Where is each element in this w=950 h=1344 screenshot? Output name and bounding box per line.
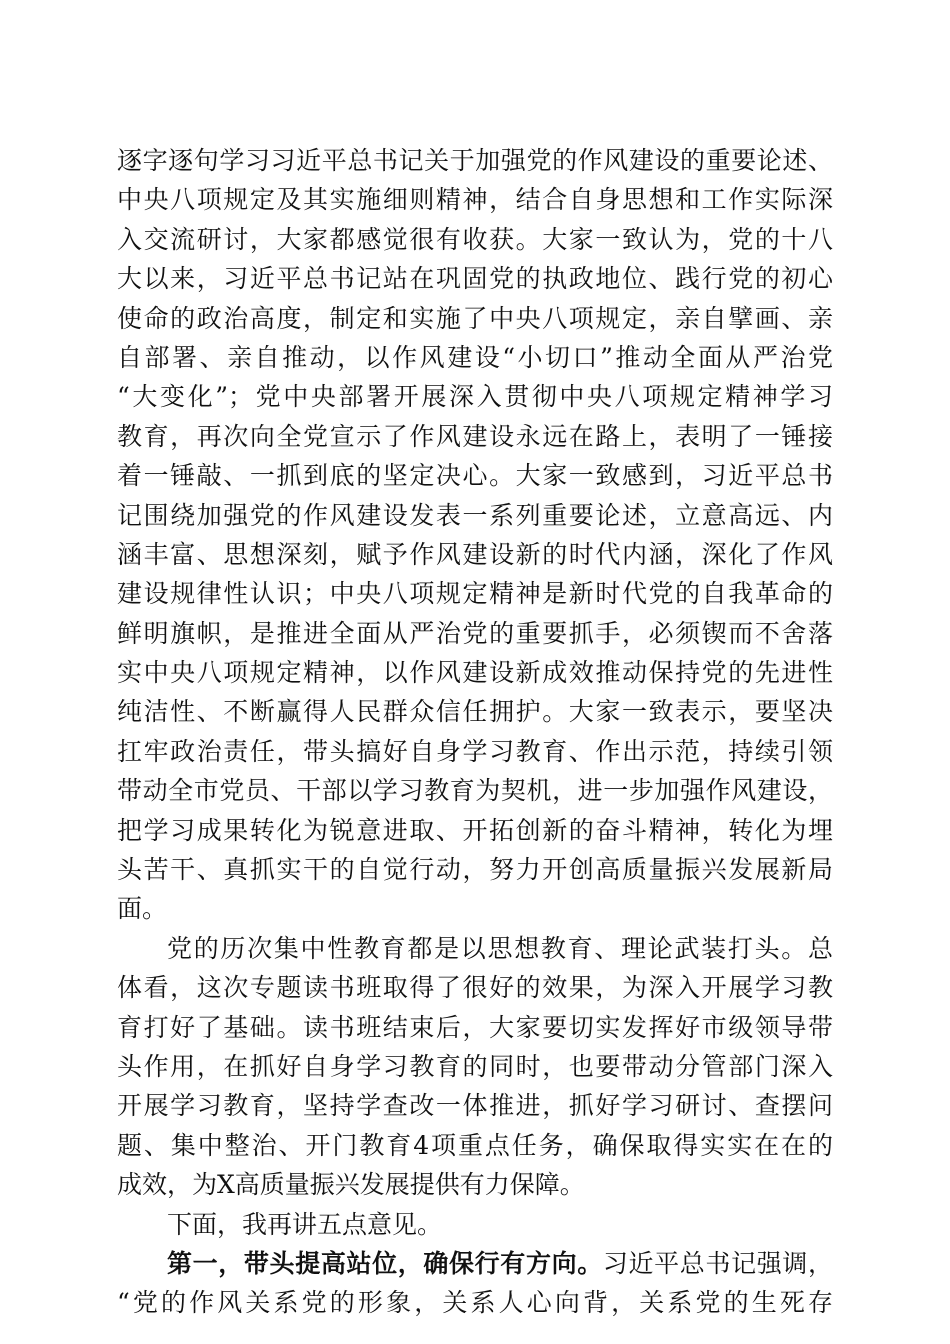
paragraph-line: 带动全市党员、干部以学习教育为契机，进一步加强作风建设， xyxy=(117,776,833,806)
paragraph-line: 使命的政治高度，制定和实施了中央八项规定，亲自擘画、亲 xyxy=(117,303,833,333)
document-body xyxy=(117,141,833,1323)
paragraph-line: 党的历次集中性教育都是以思想教育、理论武装打头。总 xyxy=(167,933,833,963)
paragraph-3 xyxy=(117,1205,833,1244)
paragraph-line: 自部署、亲自推动，以作风建设“小切口”推动全面从严治党 xyxy=(117,342,833,372)
paragraph-2 xyxy=(117,929,833,1205)
paragraph-line: 下面，我再讲五点意见。 xyxy=(167,1209,443,1239)
paragraph-line: 记围绕加强党的作风建设发表一系列重要论述，立意高远、内 xyxy=(117,500,833,530)
paragraph-1 xyxy=(117,141,833,929)
paragraph-line: “党的作风关系党的形象，关系人心向背，关系党的生死存 xyxy=(117,1288,833,1318)
paragraph-line: 教育，再次向全党宣示了作风建设永远在路上，表明了一锤接 xyxy=(117,421,833,451)
paragraph-line: 着一锤敲、一抓到底的坚定决心。大家一致感到，习近平总书 xyxy=(117,461,833,491)
paragraph-line: 鲜明旗帜，是推进全面从严治党的重要抓手，必须锲而不舍落 xyxy=(117,618,833,648)
paragraph-line: 体看，这次专题读书班取得了很好的效果，为深入开展学习教 xyxy=(117,973,833,1003)
paragraph-line: 中央八项规定及其实施细则精神，结合自身思想和工作实际深 xyxy=(117,185,833,215)
paragraph-line: 头苦干、真抓实干的自觉行动，努力开创高质量振兴发展新局 xyxy=(117,855,833,885)
paragraph-line: 入交流研讨，大家都感觉很有收获。大家一致认为，党的十八 xyxy=(117,224,833,254)
paragraph-line: 实中央八项规定精神，以作风建设新成效推动保持党的先进性 xyxy=(117,658,833,688)
paragraph-line: 纯洁性、不断赢得人民群众信任拥护。大家一致表示，要坚决 xyxy=(117,697,833,727)
paragraph-line: 题、集中整治、开门教育4项重点任务，确保取得实实在在的 xyxy=(117,1130,833,1160)
paragraph-line xyxy=(117,1244,833,1283)
section-heading: 第一，带头提高站位，确保行有方向。 xyxy=(167,1248,603,1278)
paragraph-line: 育打好了基础。读书班结束后，大家要切实发挥好市级领导带 xyxy=(117,1012,833,1042)
paragraph-line: 头作用，在抓好自身学习教育的同时，也要带动分管部门深入 xyxy=(117,1051,833,1081)
paragraph-4 xyxy=(117,1244,833,1323)
paragraph-line: 开展学习教育，坚持学查改一体推进，抓好学习研讨、查摆问 xyxy=(117,1091,833,1121)
paragraph-line: 逐字逐句学习习近平总书记关于加强党的作风建设的重要论述、 xyxy=(117,146,833,175)
paragraph-line-rest: 习近平总书记强调， xyxy=(602,1248,833,1278)
paragraph-line: 涵丰富、思想深刻，赋予作风建设新的时代内涵，深化了作风 xyxy=(117,539,833,569)
paragraph-line: 面。 xyxy=(117,894,168,924)
paragraph-line: “大变化”；党中央部署开展深入贯彻中央八项规定精神学习 xyxy=(117,382,833,412)
paragraph-line: 扛牢政治责任，带头搞好自身学习教育、作出示范，持续引领 xyxy=(117,736,833,766)
paragraph-line: 建设规律性认识；中央八项规定精神是新时代党的自我革命的 xyxy=(117,579,833,609)
paragraph-line: 大以来，习近平总书记站在巩固党的执政地位、践行党的初心 xyxy=(117,264,833,294)
paragraph-line: 把学习成果转化为锐意进取、开拓创新的奋斗精神，转化为埋 xyxy=(117,815,833,845)
paragraph-line: 成效，为X高质量振兴发展提供有力保障。 xyxy=(117,1170,585,1200)
